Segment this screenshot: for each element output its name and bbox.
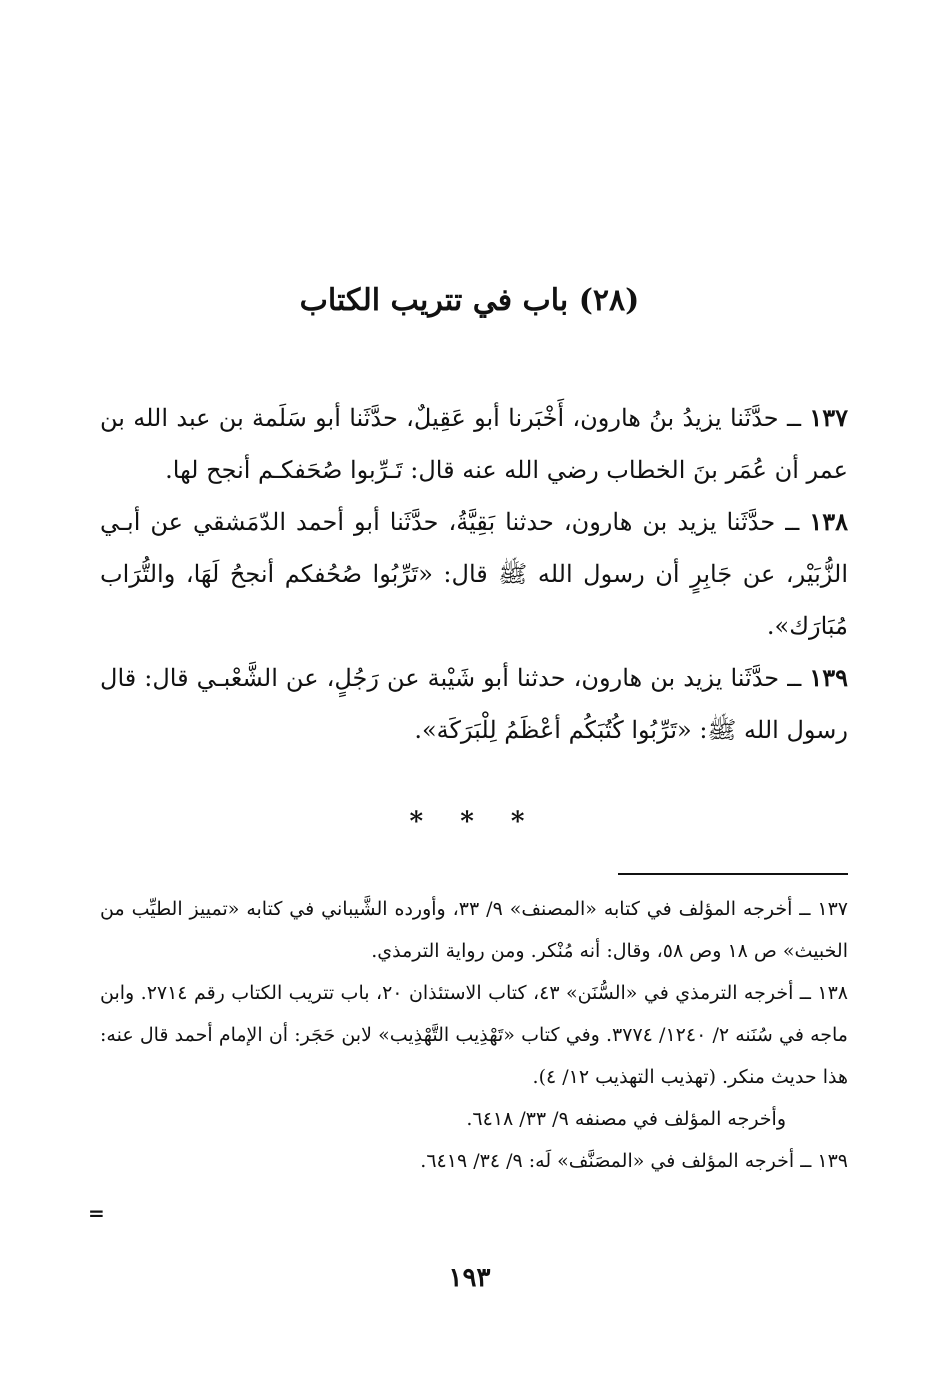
hadith-137 bbox=[100, 392, 848, 496]
hadith-number: ١٣٩ bbox=[809, 663, 848, 692]
hadith-number: ١٣٨ bbox=[809, 507, 849, 536]
footnote-text: ــ أخرجه المؤلف في كتابه «المصنف» ٩/ ٣٣، وأورده الشَّيباني في كتابه «تمييز الطيِّب من الخبيث» ص ١٨ وص ٥٨، وقال: أنه مُنْكر. ومن رواية الترمذي. bbox=[100, 898, 848, 962]
footnote-rule bbox=[618, 873, 848, 875]
footnote-137 bbox=[100, 888, 848, 972]
footnote-text: ــ أخرجه الترمذي في «السُّنَن» ٤٣، كتاب الاستئذان ٢٠، باب تتريب الكتاب رقم ٢٧١٤. وابن ماجه في سُنَنه ٢/ ١٢٤٠/ ٣٧٧٤. وفي كتاب «تَهْذِيب التَّهْذِيب» لابن حَجَر: أن الإمام أحمد قال عنه: هذا حديث منكر. (تهذيب التهذيب ١٢/ ٤). bbox=[100, 982, 848, 1088]
page-number: ١٩٣ bbox=[448, 1263, 491, 1293]
footnote-number: ١٣٩ bbox=[817, 1150, 848, 1172]
footnote-138-continuation bbox=[100, 1098, 848, 1140]
hadith-text: ــ حدَّثَنا يزيد بن هارون، حدثنا أبو شَيْبة عن رَجُلٍ، عن الشَّعْبـي قال: قال رسول الله ﷺ: «تَرِّبُوا كُتُبَكُم أعْظَمُ لِلْبَرَكَة». bbox=[100, 664, 848, 744]
footnotes bbox=[100, 888, 848, 1182]
hadith-text: ــ حدَّثَنا يزيد بن هارون، حدثنا بَقِيَّةُ، حدَّثَنا أبو أحمد الدّمَشقي عن أبـي الزُّبَيْر، عن جَابِرٍ أن رسول الله ﷺ قال: «تَرِّبُوا صُحُفكم أنجحُ لَهَا، والتُّرَاب مُبَارَك». bbox=[100, 508, 848, 640]
section-separator: * * * bbox=[409, 807, 539, 837]
footnote-139 bbox=[100, 1140, 848, 1182]
footnote-138 bbox=[100, 972, 848, 1098]
hadith-138 bbox=[100, 496, 848, 652]
footnote-number: ١٣٨ bbox=[817, 982, 849, 1004]
footnote-text: وأخرجه المؤلف في مصنفه ٩/ ٣٣/ ٦٤١٨. bbox=[466, 1108, 786, 1130]
footnote-number: ١٣٧ bbox=[817, 898, 848, 920]
hadith-number: ١٣٧ bbox=[809, 403, 848, 432]
footnote-text: ــ أخرجه المؤلف في «المصَنَّف» لَه: ٩/ ٣٤/ ٦٤١٩. bbox=[420, 1150, 812, 1172]
hadith-body bbox=[100, 392, 848, 756]
continuation-mark: = bbox=[88, 1201, 105, 1225]
hadith-139 bbox=[100, 652, 848, 756]
chapter-title: (٢٨) باب في تتريب الكتاب bbox=[299, 283, 640, 318]
hadith-text: ــ حدَّثَنا يزيدُ بنُ هارون، أَخْبَرنا أبو عَقِيلٌ، حدَّثَنا أبو سَلَمة بن عبد الله بن عمر أن عُمَر بنَ الخطاب رضي الله عنه قال: تَـرِّبوا صُحَفكـم أنجح لها. bbox=[100, 404, 848, 484]
